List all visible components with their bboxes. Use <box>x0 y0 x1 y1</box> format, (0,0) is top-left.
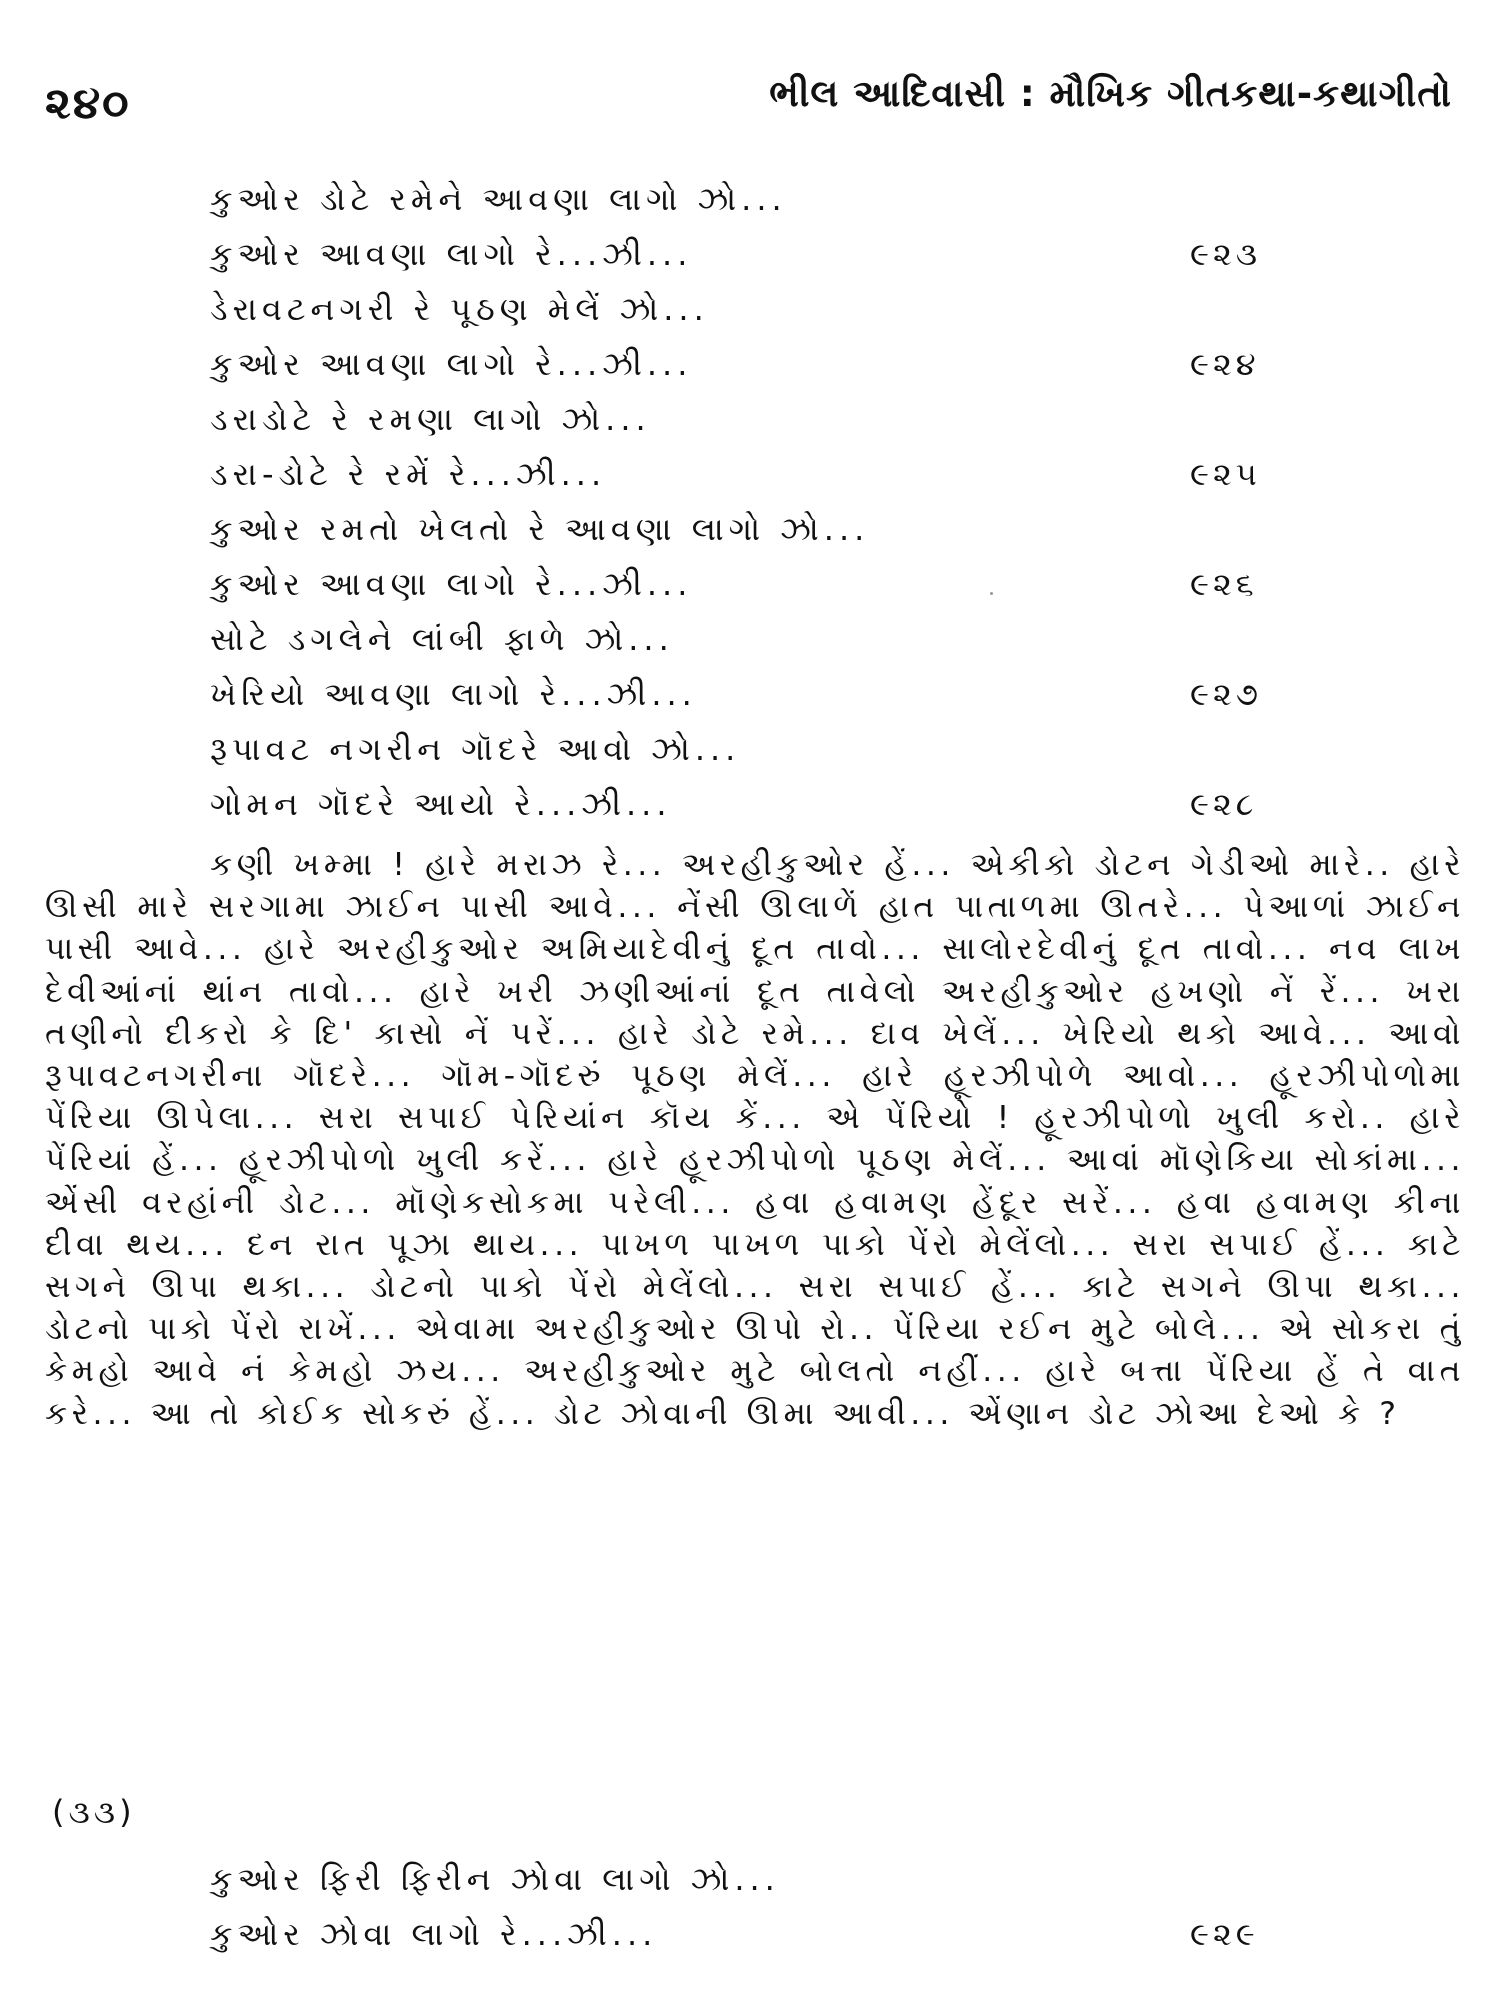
verse-line <box>0 227 1500 282</box>
verse-line <box>0 282 1500 337</box>
verse-text: ડરાડોટે રે રમણા લાગો ઝો... <box>210 400 651 438</box>
verse-block-2 <box>0 1852 1500 1962</box>
verse-text: કુઓર રમતો ખેલતો રે આવણા લાગો ઝો... <box>210 510 870 548</box>
verse-text: કુઓર આવણા લાગો રે...ઝી... <box>210 235 693 273</box>
verse-line <box>0 557 1500 612</box>
running-title: ભીલ આદિવાસી : મૌખિક ગીતકથા-કથાગીતો <box>769 72 1452 115</box>
prose-text: કણી ખમ્મા ! હારે મરાઝ રે... અરહીકુઓર હેં... એકીકો ડોટન ગેડીઓ મારે.. હારે ઊસી મારે સરગામા ઝાઈન પાસી આવે... નેંસી ઊલાળેં હાત પાતાળમા ઊતરે... પેઆળાં ઝાઈન પાસી આવે... હારે અરહીકુઓર અમિયાદેવીનું દૂત તાવો... સાલોરદેવીનું દૂત તાવો... નવ લાખ દેવીઆંનાં થાંન તાવો... હારે ખરી ઝણીઆંનાં દૂત તાવેલો અરહીકુઓર હખણો નેં રેં... ખરા તણીનો દીકરો કે દિ' કાસો નેં પરેં... હારે ડોટે રમે... દાવ ખેલેં... ખેરિયો થકો આવે... આવો રૂપાવટનગરીના ગૉદરે... ગૉમ-ગૉદરું પૂઠણ મેલેં... હારે હૂરઝીપોળે આવો... હૂરઝીપોળોમા પેંરિયા ઊપેલા... સરા સપાઈ પેરિયાંન કૉય કેં... એ પેંરિયો ! હૂરઝીપોળો ખુલી કરો.. હારે પેંરિયાં હેં... હૂરઝીપોળો ખુલી કરેં... હારે હૂરઝીપોળો પૂઠણ મેલેં... આવાં મૉણેકિયા સોકાંમા... એંસી વરહાંની ડોટ... મૉણેકસોકમા પરેલી... હવા હવામણ હેંદૂર સરેં... હવા હવામણ કીના દીવા થય... દન રાત પૂઝા થાય... પાખળ પાખળ પાકો પેંરો મેલેંલો... સરા સપાઈ હેં... કાટે સગને ઊપા થકા... ડોટનો પાકો પેંરો મેલેંલો... સરા સપાઈ હેં... કાટે સગને ઊપા થકા... ડોટનો પાકો પેંરો રાખેં... એવામા અરહીકુઓર ઊપો રો.. પેંરિયા રઈન મુટે બોલે... એ સોકરા તું કેમહો આવે નં કેમહો ઝય... અરહીકુઓર મુટે બોલતો નહીં... હારે બત્તા પેંરિયા હેં તે વાત કરે... આ તો કોઈક સોકરું હેં... ડોટ ઝોવાની ઊમા આવી... એંણાન ડોટ ઝોઆ દેઓ કે ? <box>45 847 1465 1432</box>
verse-number: ૯૨૮ <box>1190 785 1258 823</box>
verse-line <box>0 722 1500 777</box>
verse-line <box>0 502 1500 557</box>
verse-text: રૂપાવટ નગરીન ગૉદરે આવો ઝો... <box>210 730 741 768</box>
verse-text: કુઓર ફિરી ફિરીન ઝોવા લાગો ઝો... <box>210 1860 780 1898</box>
verse-number: ૯૨૬ <box>1190 565 1258 603</box>
verse-line <box>0 777 1500 832</box>
verse-line <box>0 1852 1500 1907</box>
verse-line <box>0 392 1500 447</box>
verse-line <box>0 337 1500 392</box>
verse-text: સોટે ડગલેને લાંબી ફાળે ઝો... <box>210 620 674 658</box>
scan-speck <box>990 592 993 595</box>
verse-line <box>0 612 1500 667</box>
verse-text: ગોમન ગૉદરે આયો રે...ઝી... <box>210 785 672 823</box>
verse-line <box>0 1907 1500 1962</box>
verse-text: કુઓર આવણા લાગો રે...ઝી... <box>210 565 693 603</box>
verse-text: ડેરાવટનગરી રે પૂઠણ મેલેં ઝો... <box>210 290 709 328</box>
verse-text: ખેરિયો આવણા લાગો રે...ઝી... <box>210 675 697 713</box>
verse-text: કુઓર આવણા લાગો રે...ઝી... <box>210 345 693 383</box>
prose-paragraph <box>45 844 1465 1435</box>
verse-number: ૯૨૪ <box>1190 345 1260 383</box>
page-number: ૨૪૦ <box>45 78 131 129</box>
verse-block-1 <box>0 172 1500 832</box>
verse-line <box>0 172 1500 227</box>
verse-number: ૯૨૩ <box>1190 235 1262 273</box>
verse-text: ડરા-ડોટે રે રમેં રે...ઝી... <box>210 455 607 493</box>
verse-number: ૯૨૯ <box>1190 1915 1259 1953</box>
verse-text: કુઓર ડોટે રમેને આવણા લાગો ઝો... <box>210 180 787 218</box>
verse-line <box>0 447 1500 502</box>
verse-number: ૯૨૭ <box>1190 675 1262 713</box>
verse-number: ૯૨૫ <box>1190 455 1261 493</box>
section-reference: (૩૩) <box>52 1793 136 1831</box>
verse-text: કુઓર ઝોવા લાગો રે...ઝી... <box>210 1915 658 1953</box>
verse-line <box>0 667 1500 722</box>
